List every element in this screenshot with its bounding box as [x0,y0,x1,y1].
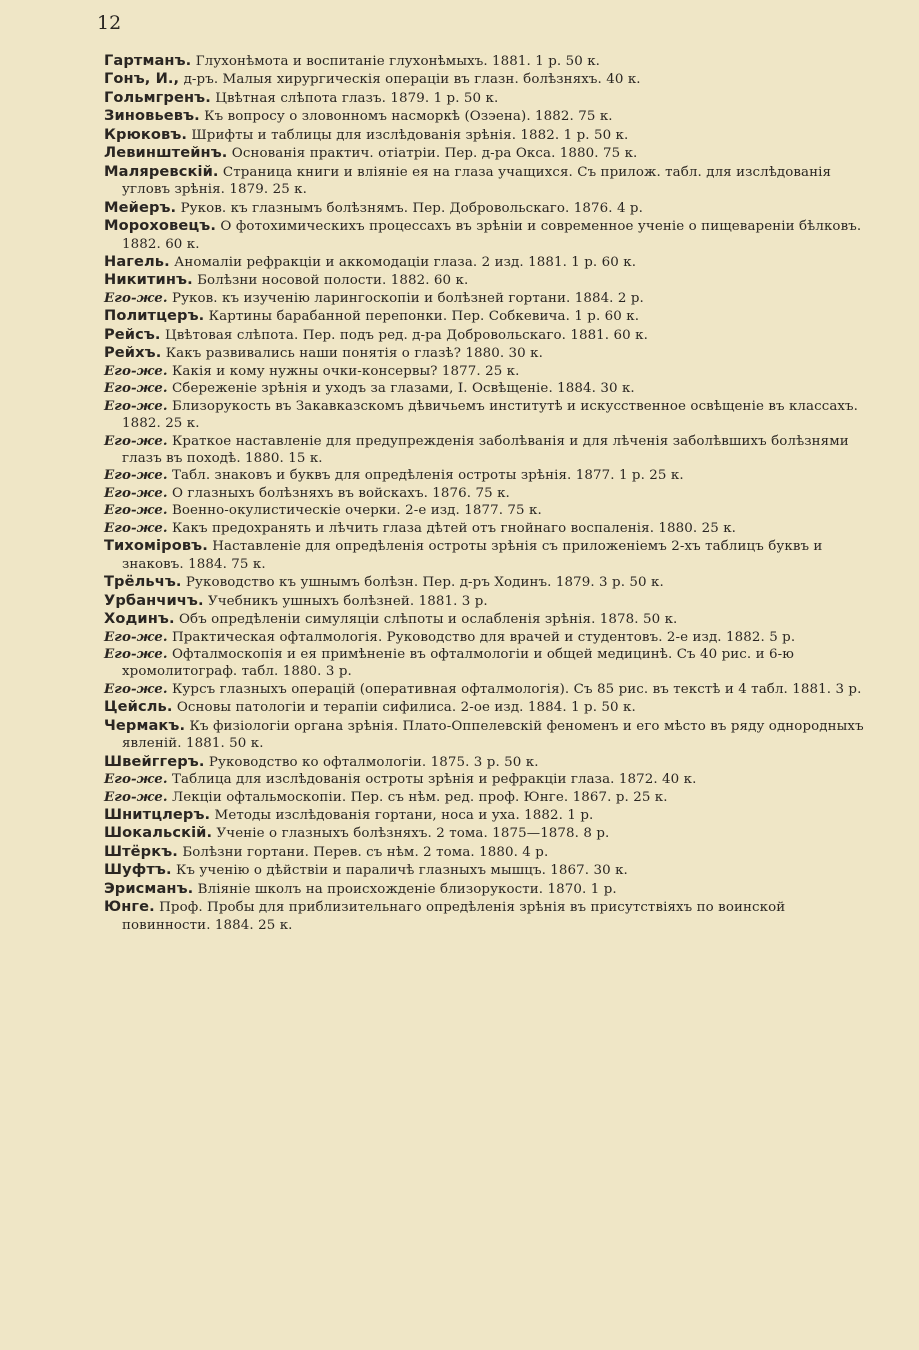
entry-author: Его-же. [104,289,168,306]
entry-author: Тихоміровъ. [104,537,208,555]
catalog-entry [104,344,864,362]
entry-author: Гольмгренъ. [104,88,211,106]
entry-text: Военно-окулистическіе очерки. 2-е изд. 1877. 75 к. [171,503,542,519]
catalog-entry [104,290,864,307]
entry-author: Мейеръ. [104,198,177,216]
entry-text: Объ опредѣленіи симуляціи слѣпоты и ослабленія зрѣнія. 1878. 50 к. [178,612,678,628]
catalog-entry [104,592,864,610]
entry-text: Практическая офталмологія. Руководство для врачей и студентовъ. 2-е изд. 1882. 5 р. [171,629,796,645]
catalog-entry [104,199,864,217]
entry-text: Какъ развивались наши понятія о глазѣ? 1880. 30 к. [165,346,543,362]
entry-author: Его-же. [104,432,168,449]
entry-text: О фотохимическихъ процессахъ въ зрѣніи и современное ученіе о пищевареніи бѣлковъ. 1882. 60 к. [122,219,862,252]
entry-text: Картины барабанной перепонки. Пер. Собкевича. 1 р. 60 к. [208,309,640,325]
catalog-entry [104,771,864,788]
catalog-entry [104,753,864,771]
entry-text: Краткое наставленіе для предупрежденія заболѣванія и для лѣченія заболѣвшихъ болѣзнями глазъ въ походѣ. 1880. 15 к. [122,433,849,466]
catalog-entry [104,380,864,397]
entry-text: Болѣзни носовой полости. 1882. 60 к. [197,273,469,289]
entry-text: Руков. къ глазнымъ болѣзнямъ. Пер. Добровольскаго. 1876. 4 р. [180,200,643,216]
catalog-entry [104,52,864,70]
catalog-entry [104,363,864,380]
entry-text: Аномаліи рефракціи и аккомодаціи глаза. 2 изд. 1881. 1 р. 60 к. [174,254,637,270]
entry-author: Крюковъ. [104,125,188,143]
entry-author: Гартманъ. [104,52,192,69]
entry-text: Цвѣтная слѣпота глазъ. 1879. 1 р. 50 к. [215,90,499,106]
catalog-entry [104,485,864,502]
catalog-entry [104,789,864,806]
catalog-entry [104,806,864,824]
catalog-entry [104,467,864,484]
catalog-entry [104,307,864,325]
entry-author: Его-же. [104,397,168,414]
entry-text: Руков. къ изученію ларингоскопіи и болѣзней гортани. 1884. 2 р. [171,290,644,306]
catalog-entry [104,898,864,934]
entry-author: Штёркъ. [104,842,178,860]
entry-text: Основы патологіи и терапіи сифилиса. 2-ое изд. 1884. 1 р. 50 к. [176,700,636,716]
catalog-entry [104,629,864,646]
entry-text: д-ръ. Малыя хирургическія операціи въ глазн. болѣзняхъ. 40 к. [183,72,641,88]
entry-text: Какъ предохранять и лѣчить глаза дѣтей отъ гнойнаго воспаленія. 1880. 25 к. [171,520,737,536]
entry-text: Болѣзни гортани. Перев. съ нѣм. 2 тома. 1880. 4 р. [182,844,549,860]
entry-text: Къ физіологіи органа зрѣнія. Плато-Оппелевскій феноменъ и его мѣсто въ ряду однородныхъ явленій. 1881. 50 к. [122,718,864,752]
entry-author: Урбанчичъ. [104,591,204,609]
entry-text: Таблица для изслѣдованія остроты зрѣнія и рефракціи глаза. 1872. 40 к. [171,772,697,788]
entry-text: Лекціи офтальмоскопіи. Пер. съ нѣм. ред. проф. Юнге. 1867. р. 25 к. [171,789,668,805]
entry-author: Его-же. [104,771,168,788]
catalog-entry [104,573,864,591]
entry-author: Гонъ, И., [104,70,180,88]
entry-author: Его-же. [104,502,168,519]
entry-text: Руководство къ ушнымъ болѣзн. Пер. д-ръ Ходинъ. 1879. 3 р. 50 к. [185,575,664,591]
entry-author: Рейхъ. [104,344,162,362]
entry-author: Маляревскій. [104,162,219,180]
catalog-entry [104,217,864,253]
entry-author: Его-же. [104,645,168,662]
entry-author: Шуфтъ. [104,861,172,879]
entry-author: Нагель. [104,252,170,270]
entry-text: Методы изслѣдованія гортани, носа и уха. 1882. 1 р. [214,808,594,824]
entry-author: Никитинъ. [104,271,193,289]
entry-text: Глухонѣмота и воспитаніе глухонѣмыхъ. 1881. 1 р. 50 к. [195,54,601,69]
entry-text: Къ ученію о дѣйствіи и параличѣ глазныхъ мышцъ. 1867. 30 к. [175,863,628,879]
entry-author: Его-же. [104,788,168,805]
entry-author: Шнитцлеръ. [104,806,211,824]
entry-author: Шокальскій. [104,824,213,842]
entry-text: Офталмоскопія и ея примѣненіе въ офталмологіи и общей медицинѣ. Съ 40 рис. и 6-ю хромолитограф. табл. 1880. 3 р. [122,646,794,680]
entry-author: Швейггеръ. [104,752,205,770]
catalog-entry [104,433,864,468]
entry-author: Его-же. [104,519,168,536]
entry-author: Его-же. [104,380,168,397]
entry-author: Мороховецъ. [104,217,217,235]
catalog-entry [104,163,864,199]
entry-text: Шрифты и таблицы для изслѣдованія зрѣнія. 1882. 1 р. 50 к. [191,127,629,143]
catalog-entry [104,824,864,842]
entry-text: Ученіе о глазныхъ болѣзняхъ. 2 тома. 1875—1878. 8 р. [216,826,610,842]
catalog-entry [104,502,864,519]
catalog-entry [104,89,864,107]
entry-text: Наставленіе для опредѣленія остроты зрѣнія съ приложеніемъ 2-хъ таблицъ буквъ и знаковъ. 1884. 75 к. [122,539,823,572]
catalog-entry [104,537,864,573]
entry-author: Эрисманъ. [104,879,194,897]
entry-text: Близорукость въ Закавказскомъ дѣвичьемъ институтѣ и искусственное освѣщеніе въ классахъ. 1882. 25 к. [122,398,859,432]
catalog-entry [104,698,864,716]
entry-text: Сбереженіе зрѣнія и уходъ за глазами, I. Освѣщеніе. 1884. 30 к. [171,381,635,397]
entry-text: Руководство ко офталмологіи. 1875. 3 р. 50 к. [208,754,539,770]
catalog-entry [104,843,864,861]
catalog-entry [104,520,864,537]
entry-author: Зиновьевъ. [104,107,200,125]
entry-author: Чермакъ. [104,716,186,734]
entry-text: Къ вопросу о зловонномъ насморкѣ (Озэена). 1882. 75 к. [204,109,613,125]
entry-author: Политцеръ. [104,307,205,325]
entry-text: Какія и кому нужны очки-консервы? 1877. 25 к. [171,363,520,379]
catalog-list [104,52,864,934]
entry-text: Цвѣтовая слѣпота. Пер. подъ ред. д-ра Добровольскаго. 1881. 60 к. [164,327,648,343]
entry-author: Его-же. [104,484,168,501]
entry-text: Проф. Пробы для приблизительнаго опредѣленія зрѣнія въ присутствіяхъ по воинской повинности. 1884. 25 к. [122,900,786,933]
entry-text: Вліяніе школъ на происхожденіе близорукости. 1870. 1 р. [197,881,617,897]
catalog-entry [104,144,864,162]
entry-text: Табл. знаковъ и буквъ для опредѣленія остроты зрѣнія. 1877. 1 р. 25 к. [171,468,684,484]
catalog-entry [104,861,864,879]
catalog-entry [104,646,864,681]
entry-text: Курсъ глазныхъ операцій (оперативная офталмологія). Съ 85 рис. въ текстѣ и 4 табл. 1881. 3 р. [171,681,862,697]
entry-text: Страница книги и вліяніе ея на глаза учащихся. Съ прилож. табл. для изслѣдованія угловъ зрѣнія. 1879. 25 к. [122,164,832,198]
catalog-entry [104,253,864,271]
catalog-entry [104,717,864,753]
entry-author: Его-же. [104,628,168,645]
entry-author: Рейсъ. [104,325,161,343]
entry-text: О глазныхъ болѣзняхъ въ войскахъ. 1876. 75 к. [171,485,510,501]
entry-author: Ходинъ. [104,610,175,628]
page-number: 12 [97,12,122,34]
entry-text: Основанія практич. отіатріи. Пер. д-ра Окса. 1880. 75 к. [231,146,638,162]
catalog-entry [104,681,864,698]
catalog-entry [104,126,864,144]
entry-author: Цейсль. [104,698,173,716]
entry-author: Его-же. [104,362,168,379]
catalog-entry [104,271,864,289]
catalog-entry [104,326,864,344]
entry-author: Его-же. [104,467,168,484]
entry-author: Юнге. [104,898,155,916]
catalog-entry [104,398,864,433]
entry-author: Трёльчъ. [104,573,182,591]
catalog-entry [104,107,864,125]
catalog-entry [104,70,864,88]
catalog-entry [104,880,864,898]
entry-author: Левинштейнъ. [104,144,228,162]
entry-author: Его-же. [104,680,168,697]
entry-text: Учебникъ ушныхъ болѣзней. 1881. 3 р. [207,593,488,609]
catalog-entry [104,610,864,628]
